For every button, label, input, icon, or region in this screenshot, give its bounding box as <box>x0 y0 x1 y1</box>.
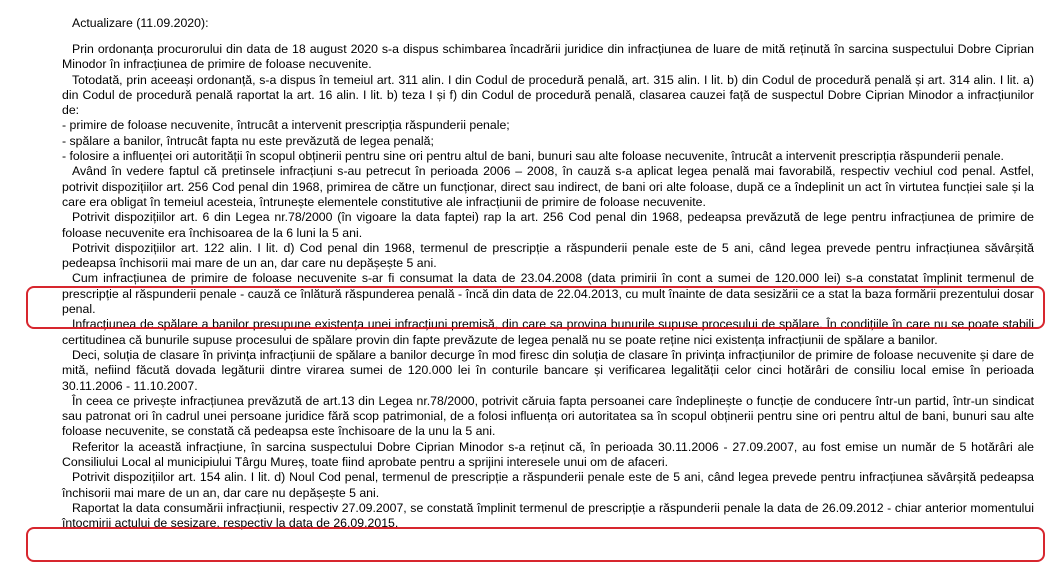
paragraph-highlight-primire-foloase: Cum infracțiunea de primire de foloase necuvenite s-ar fi consumat la data de 23.04.2008 (data primirii în cont a sumei de 120.000 lei) s-a constatat împlinit termenul de prescripție al răspunderii penale - cauză ce înlătură răspunderea penală - încă din data de 22.04.2013, cu mult înainte de data sesizării ce a stat la baza formării prezentului dosar penal. <box>62 271 1034 317</box>
paragraph-pedeapsa-art6: Potrivit dispozițiilor art. 6 din Legea nr.78/2000 (în vigoare la data faptei) rap la art. 256 Cod penal din 1968, pedeapsa prevăzută de lege pentru infracțiunea de primire de foloase necuvenite era închisoarea de la 6 luni la 5 ani. <box>62 210 1034 240</box>
highlight-box-consumare <box>26 527 1045 562</box>
bullet-spalare-bani: - spălare a banilor, întrucât fapta nu este prevăzută de legea penală; <box>62 133 434 148</box>
bullet-folosire-influenta: - folosire a influenței ori autorității în scopul obținerii pentru sine ori pentru altul de bani, bunuri sau alte foloase necuvenite, întrucât a intervenit prescripția răspunderii penale. <box>62 149 1004 164</box>
paragraph-prescriptie-art122: Potrivit dispozițiilor art. 122 alin. I lit. d) Cod penal din 1968, termenul de prescripție a răspunderii penale este de 5 ani, când legea prevede pentru infracțiunea săvârșită pedeapsa închisorii mai mare de un an, dar care nu depășește 5 ani. <box>62 240 1034 271</box>
paragraph-prescriptie-art154: Potrivit dispozițiilor art. 154 alin. I lit. d) Noul Cod penal, termenul de prescripție a răspunderii penale este de 5 ani, când legea prevede pentru infracțiunea săvârșită pedeapsa închisorii mai mare de un an, dar care nu depășește 5 ani. <box>62 470 1034 500</box>
bullet-primire-foloase: - primire de foloase necuvenite, întrucât a intervenit prescripția răspunderii penale; <box>62 118 510 133</box>
paragraph-lege-favorabila: Având în vedere faptul că pretinsele infracțiuni s-au petrecut în perioada 2006 – 2008, în cauză s-a aplicat legea penală mai favorabilă, respectiv vechiul cod penal. Astfel, potrivit dispozițiilor art. 256 Cod penal din 1968, primirea de către un funcționar, direct sau indirect, de bani ori alte foloase, după ce a îndeplinit un act în virtutea funcției sale și la care era obligat în temeiul acesteia, întrunește elementele constitutive ale infracțiunii de primire de foloase necuvenite. <box>62 164 1034 209</box>
paragraph-art13: În ceea ce privește infracțiunea prevăzută de art.13 din Legea nr.78/2000, potrivit căruia fapta persoanei care îndeplinește o funcție de conducere într-un partid, într-un sindicat sau patronat ori în cadrul unei persoane juridice fără scop patrimonial, de a folosi influența ori autoritatea sa în scopul obținerii pentru sine ori pentru altul de bani, bunuri sau alte foloase necuvenite, se constată că pedeapsa este închisoare de la unu la 5 ani. <box>62 393 1034 439</box>
paragraph-solutie-clasare: Deci, soluția de clasare în privința infracțiunii de spălare a banilor decurge în mod firesc din soluția de clasare în privința infracțiunilor de primire de foloase necuvenite și dare de mită, nefiind făcută dovada legăturii dintre virarea sumei de 120.000 lei în conturile bancare și verificarea legalității celor cinci hotărâri de consiliu local emise în perioada 30.11.2006 - 11.10.2007. <box>62 347 1034 393</box>
paragraph-spalare-premisa: Infracțiunea de spălare a banilor presupune existența unei infracțiuni premisă, din care sa provina bunurile supuse procesului de spălare. În condițiile în care nu se poate stabili certitudinea că bunurile supuse procesului de spălare provin din fapte prevăzute de legea penală nu se poate reține nici existența infracțiunii de spălare a banilor. <box>62 317 1034 347</box>
paragraph-ordonanta: Prin ordonanța procurorului din data de 18 august 2020 s-a dispus schimbarea încadrării juridice din infracțiunea de luare de mită reținută în sarcina suspectului Dobre Ciprian Minodor în infracțiunea de primire de foloase necuvenite. <box>62 42 1034 72</box>
paragraph-highlight-consumare: Raportat la data consumării infracțiunii, respectiv 27.09.2007, se constată împlinit termenul de prescripție a răspunderii penale la data de 26.09.2012 - chiar anterior momentului întocmirii actului de sesizare, respectiv la data de 26.09.2015. <box>62 500 1034 531</box>
paragraph-clasare: Totodată, prin aceeași ordonanță, s-a dispus în temeiul art. 311 alin. I din Codul de procedură penală, art. 315 alin. I lit. b) din Codul de procedură penală și art. 314 alin. I lit. a) din Codul de procedură penală raportat la art. 16 alin. I lit. b) teza I și f) din Codul de procedură penală, clasarea cauzei față de suspectul Dobre Ciprian Minodor a infracțiunilor de: <box>62 72 1034 118</box>
paragraph-hotarari-consiliu: Referitor la această infracțiune, în sarcina suspectului Dobre Ciprian Minodor s-a reținut că, în perioada 30.11.2006 - 27.09.2007, au fost emise un număr de 5 hotărâri ale Consiliului Local al municipiului Târgu Mureș, toate fiind aprobate pentru a sprijini interesele unui om de afaceri. <box>62 439 1034 470</box>
document-body <box>62 42 1034 532</box>
update-heading: Actualizare (11.09.2020): <box>72 16 209 30</box>
